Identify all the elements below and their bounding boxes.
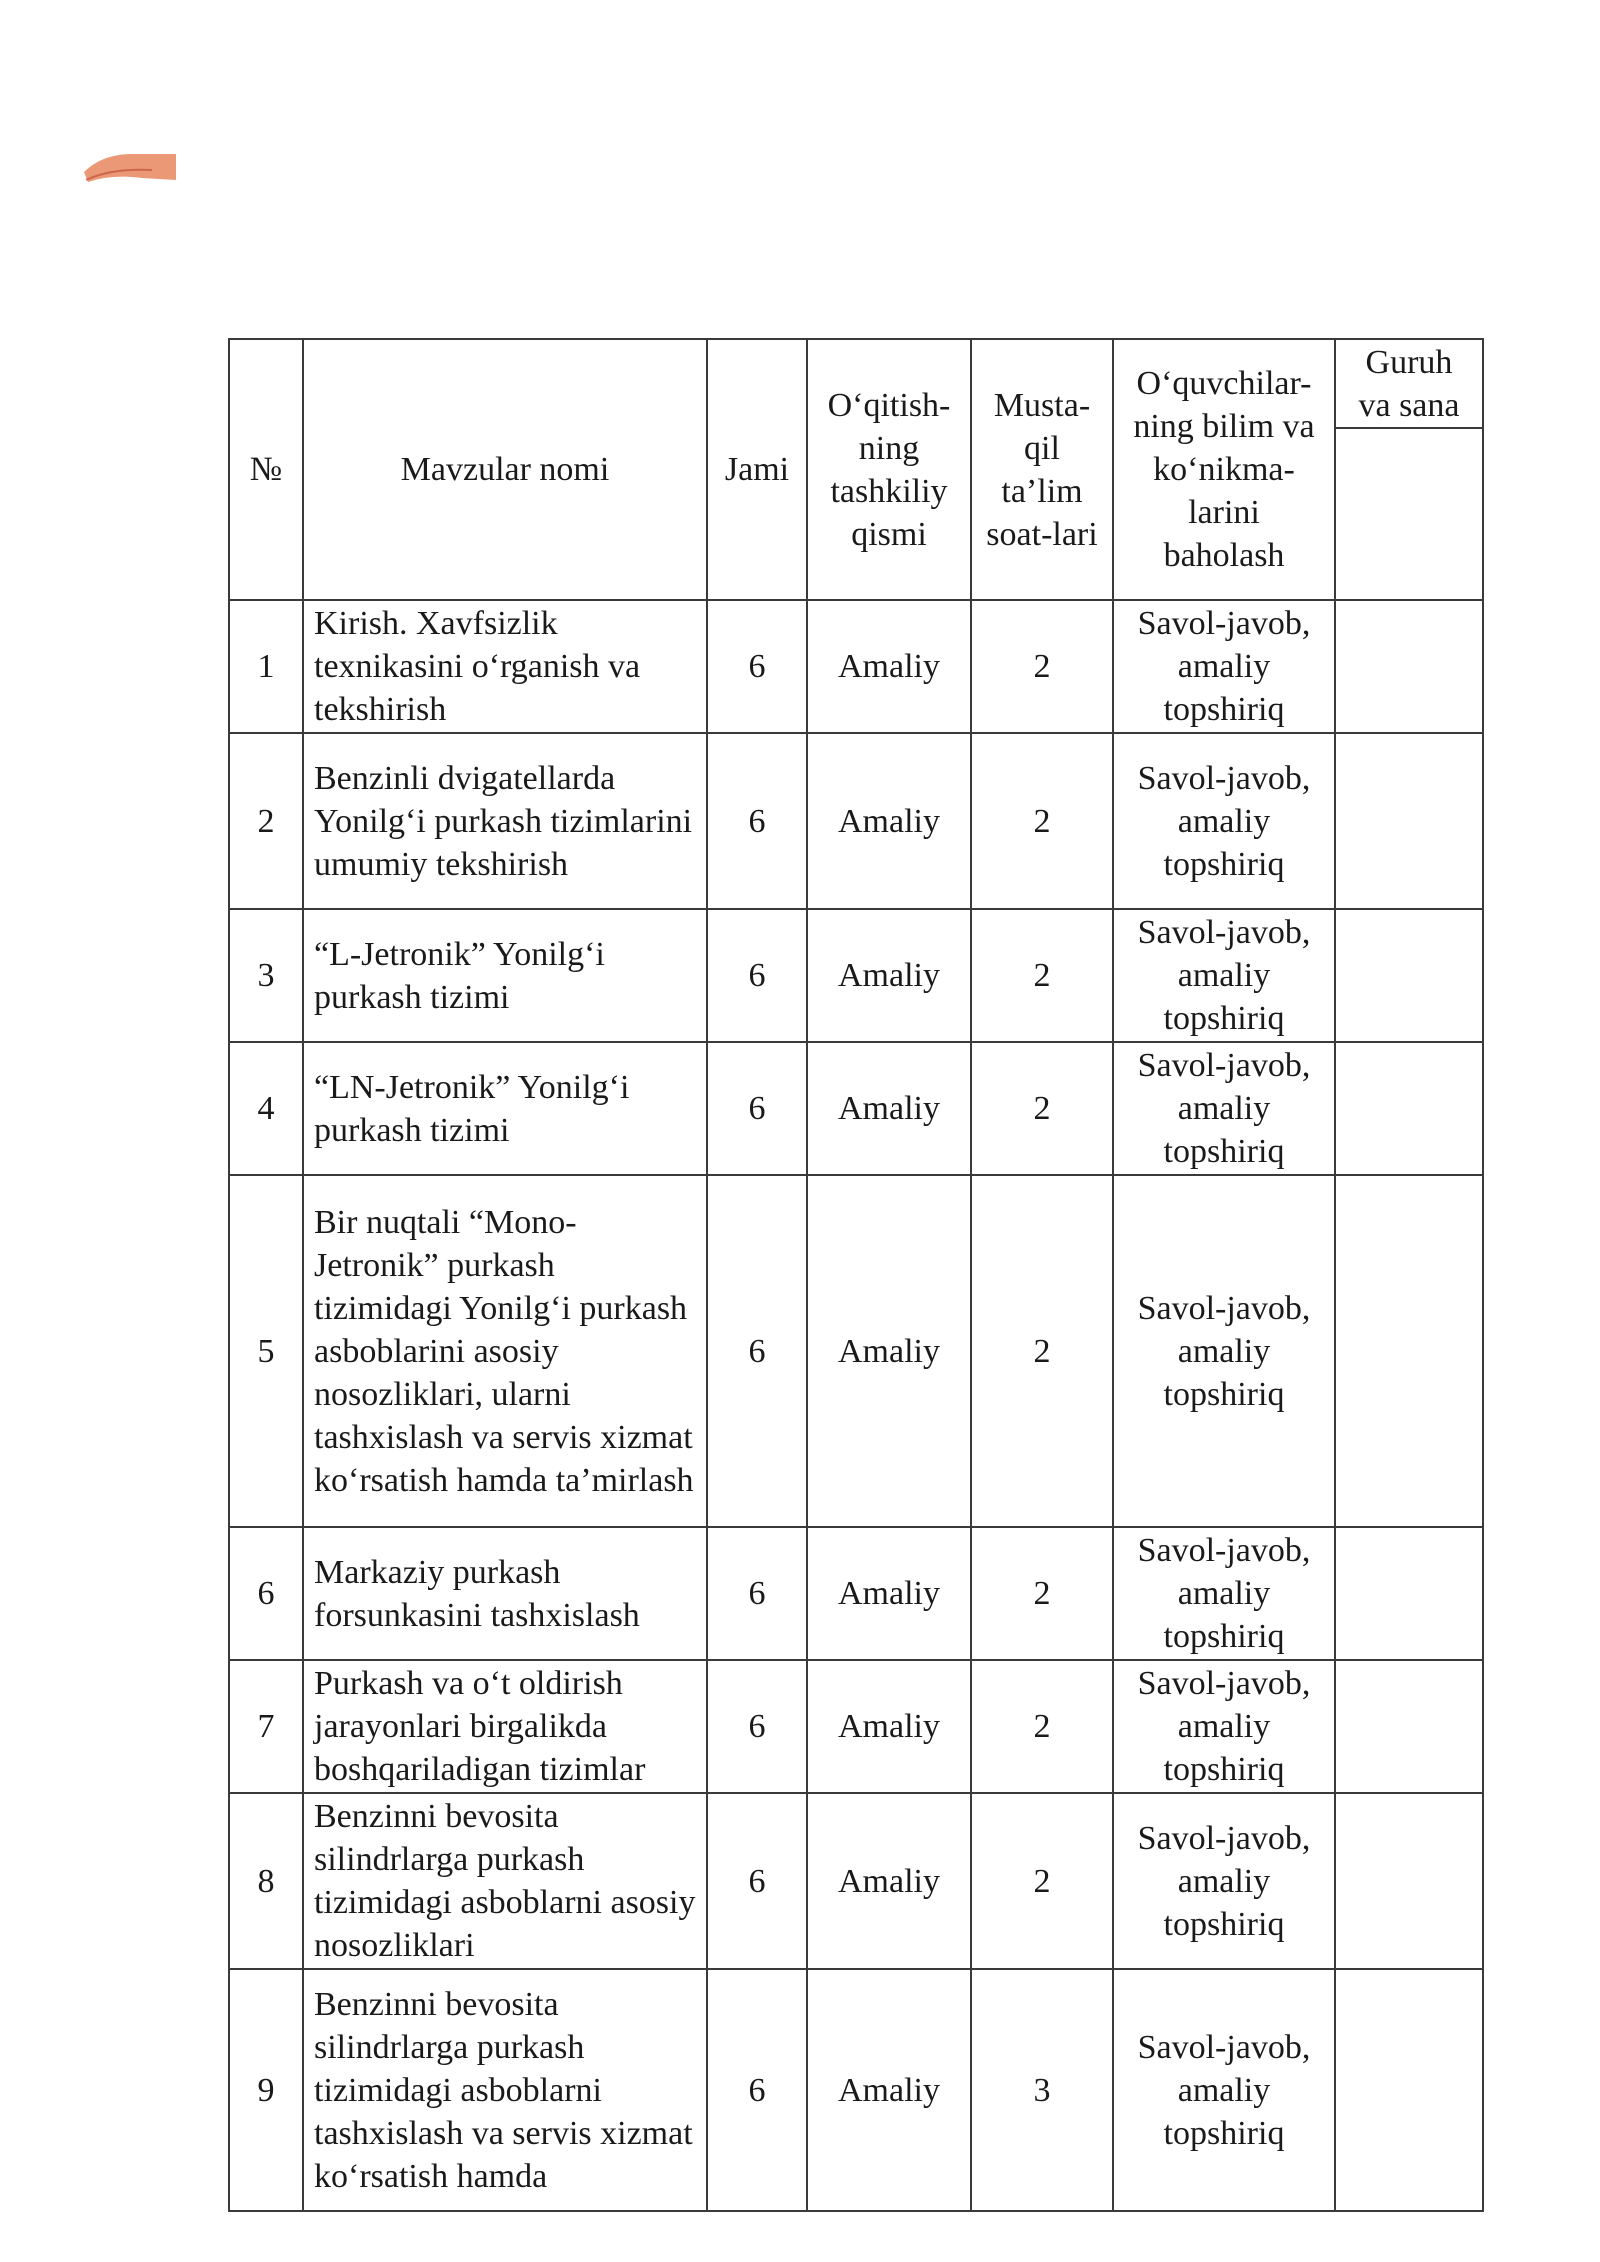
row-total: 6 [707,733,807,909]
row-assess: Savol-javob, amaliy topshiriq [1113,1969,1335,2211]
row-hours: 3 [971,1969,1113,2211]
stamp-fragment [82,148,178,184]
row-group [1335,1042,1483,1175]
row-assess: Savol-javob, amaliy topshiriq [1113,1175,1335,1527]
row-hours: 2 [971,909,1113,1042]
row-topic: Purkash va o‘t oldirish jarayonlari birgalikda boshqariladigan tizimlar [303,1660,707,1793]
row-assess: Savol-javob, amaliy topshiriq [1113,1793,1335,1969]
row-type: Amaliy [807,1175,971,1527]
row-total: 6 [707,1660,807,1793]
row-total: 6 [707,1042,807,1175]
row-total: 6 [707,909,807,1042]
row-num: 9 [229,1969,303,2211]
row-group [1335,1660,1483,1793]
row-topic: Benzinli dvigatellarda Yonilg‘i purkash tizimlarini umumiy tekshirish [303,733,707,909]
header-topic: Mavzular nomi [303,339,707,600]
row-total: 6 [707,1527,807,1660]
row-assess: Savol-javob, amaliy topshiriq [1113,909,1335,1042]
table-header [229,339,1483,600]
row-num: 4 [229,1042,303,1175]
header-type: O‘qitish-ning tashkiliy qismi [807,339,971,600]
row-total: 6 [707,1969,807,2211]
row-topic: Kirish. Xavfsizlik texnikasini o‘rganish va tekshirish [303,600,707,733]
row-hours: 2 [971,1660,1113,1793]
row-group [1335,1969,1483,2211]
row-group [1335,733,1483,909]
table-row [229,909,1483,1042]
row-type: Amaliy [807,1527,971,1660]
row-topic: Benzinni bevosita silindrlarga purkash tizimidagi asboblarni asosiy nosozliklari [303,1793,707,1969]
row-topic: Bir nuqtali “Mono-Jetronik” purkash tizimidagi Yonilg‘i purkash asboblarini asosiy nosozliklari, ularni tashxislash va servis xizmat ko‘rsatish hamda ta’mirlash [303,1175,707,1527]
row-assess: Savol-javob, amaliy topshiriq [1113,1527,1335,1660]
row-total: 6 [707,600,807,733]
row-num: 5 [229,1175,303,1527]
row-topic: “L-Jetronik” Yonilg‘i purkash tizimi [303,909,707,1042]
row-topic: Markaziy purkash forsunkasini tashxislash [303,1527,707,1660]
row-type: Amaliy [807,600,971,733]
row-num: 1 [229,600,303,733]
row-topic: Benzinni bevosita silindrlarga purkash tizimidagi asboblarni tashxislash va servis xizmat ko‘rsatish hamda [303,1969,707,2211]
header-num: № [229,339,303,600]
row-type: Amaliy [807,1793,971,1969]
row-group [1335,909,1483,1042]
table-row [229,600,1483,733]
row-num: 8 [229,1793,303,1969]
row-group [1335,600,1483,733]
table-row [229,1660,1483,1793]
row-type: Amaliy [807,1042,971,1175]
row-topic: “LN-Jetronik” Yonilg‘i purkash tizimi [303,1042,707,1175]
row-type: Amaliy [807,1969,971,2211]
row-assess: Savol-javob, amaliy topshiriq [1113,733,1335,909]
row-hours: 2 [971,1527,1113,1660]
table-row [229,1969,1483,2211]
row-assess: Savol-javob, amaliy topshiriq [1113,600,1335,733]
row-hours: 2 [971,600,1113,733]
row-assess: Savol-javob, amaliy topshiriq [1113,1042,1335,1175]
row-group [1335,1175,1483,1527]
row-num: 7 [229,1660,303,1793]
header-group: Guruh va sana [1335,339,1483,428]
row-group [1335,1527,1483,1660]
row-type: Amaliy [807,1660,971,1793]
table-row [229,733,1483,909]
row-type: Amaliy [807,733,971,909]
row-hours: 2 [971,1175,1113,1527]
table-row [229,1175,1483,1527]
table-row [229,1527,1483,1660]
row-type: Amaliy [807,909,971,1042]
row-hours: 2 [971,733,1113,909]
row-hours: 2 [971,1042,1113,1175]
header-hours: Musta-qil ta’lim soat-lari [971,339,1113,600]
lesson-plan-table [228,338,1484,2212]
row-num: 3 [229,909,303,1042]
row-total: 6 [707,1175,807,1527]
row-num: 2 [229,733,303,909]
table-row [229,1042,1483,1175]
row-hours: 2 [971,1793,1113,1969]
row-assess: Savol-javob, amaliy topshiriq [1113,1660,1335,1793]
header-assess: O‘quvchilar-ning bilim va ko‘nikma-larini baholash [1113,339,1335,600]
table-body [229,600,1483,2211]
row-total: 6 [707,1793,807,1969]
header-group-empty [1335,428,1483,600]
row-num: 6 [229,1527,303,1660]
table-row [229,1793,1483,1969]
header-total: Jami [707,339,807,600]
row-group [1335,1793,1483,1969]
